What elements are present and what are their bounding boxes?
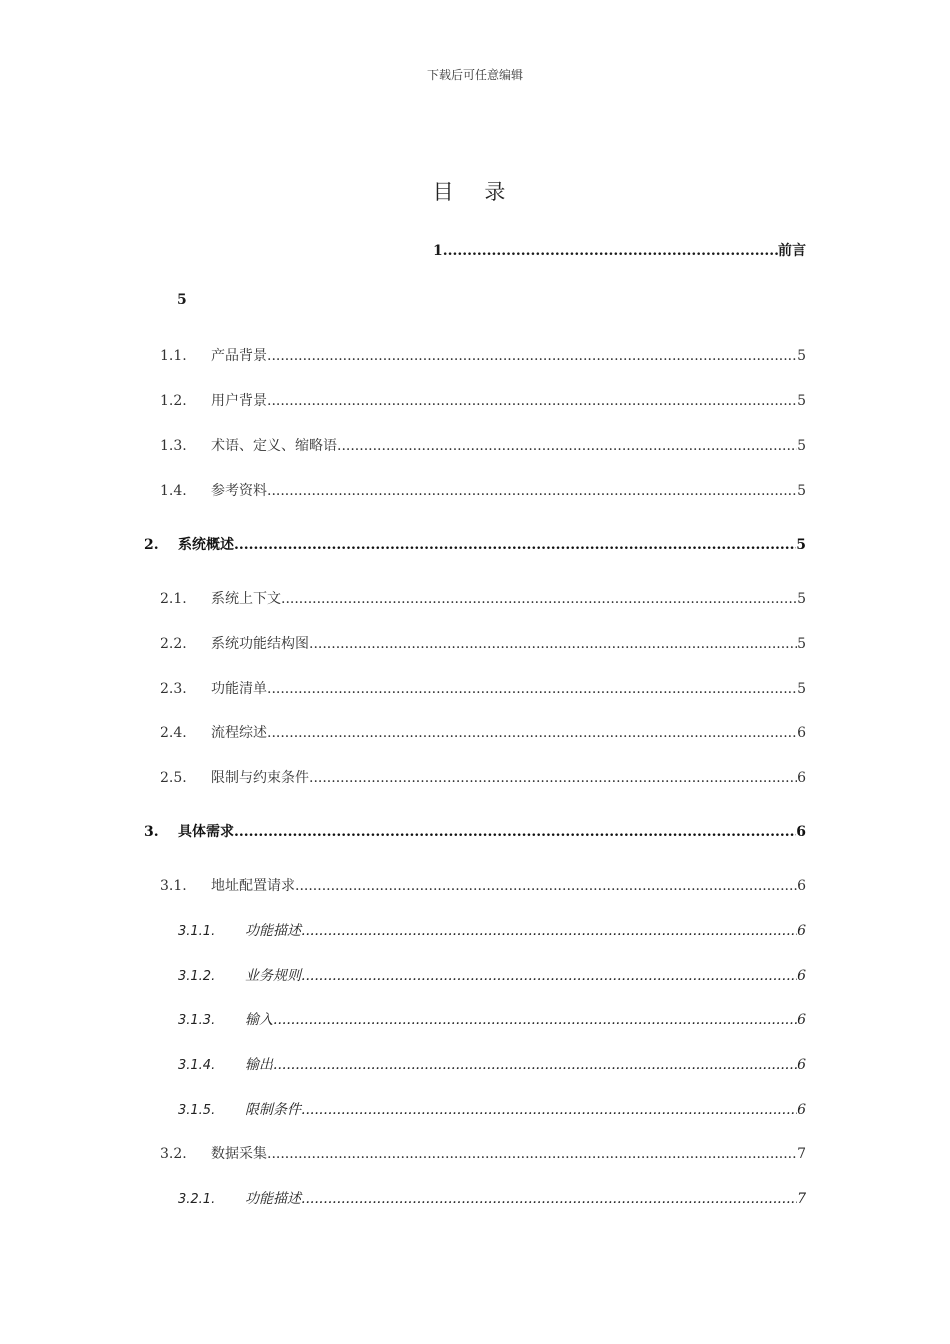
toc-entry-number: 3.2.1. bbox=[178, 1192, 216, 1207]
toc-entry[interactable] bbox=[160, 480, 806, 500]
toc-entry-title: 地址配置请求 bbox=[211, 878, 295, 894]
toc-entry-page: 6 bbox=[796, 824, 806, 840]
toc-entry-title: 限制条件 bbox=[245, 1102, 301, 1118]
toc-entry-title: 系统功能结构图 bbox=[211, 636, 309, 652]
toc-entry-page: 6 bbox=[797, 770, 806, 786]
toc-entry-number: 3.1.3. bbox=[178, 1013, 216, 1028]
toc-entry-title: 用户背景 bbox=[211, 393, 267, 409]
toc-entry-page: 5 bbox=[797, 438, 806, 454]
toc-leader-dots bbox=[301, 968, 797, 984]
toc-entry-title: 产品背景 bbox=[211, 348, 267, 364]
toc-entry-number: 3.1.1. bbox=[178, 924, 216, 939]
toc-entry[interactable] bbox=[178, 1054, 806, 1074]
toc-entry-number: 2.3. bbox=[160, 681, 187, 697]
toc-entry-number: 2.5. bbox=[160, 770, 187, 786]
toc-entry-title: 系统概述 bbox=[178, 537, 234, 553]
toc-entry-title: 前言 bbox=[778, 243, 806, 259]
toc-entry-title: 数据采集 bbox=[211, 1146, 267, 1162]
toc-entry-page: 6 bbox=[797, 1057, 806, 1073]
toc-leader-dots bbox=[234, 824, 796, 840]
toc-entry-page: 6 bbox=[797, 968, 806, 984]
toc-entry[interactable] bbox=[160, 633, 806, 653]
toc-entry-number: 3. bbox=[144, 824, 159, 840]
toc-leader-dots bbox=[273, 1012, 797, 1028]
toc-entry[interactable] bbox=[160, 875, 806, 895]
toc-entry-page: 7 bbox=[797, 1191, 806, 1207]
toc-entry[interactable] bbox=[178, 965, 806, 985]
toc-entry-page: 6 bbox=[797, 1012, 806, 1028]
toc-entry-title: 输入 bbox=[245, 1012, 273, 1028]
toc-entry-title: 业务规则 bbox=[245, 968, 301, 984]
toc-entry[interactable] bbox=[160, 1143, 806, 1163]
toc-entry[interactable] bbox=[160, 390, 806, 410]
toc-entry-number: 1.3. bbox=[160, 438, 187, 454]
toc-entry-page: 5 bbox=[797, 681, 806, 697]
toc-entry-number: 1.4. bbox=[160, 483, 187, 499]
toc-entry[interactable] bbox=[178, 1188, 806, 1208]
toc-leader-dots bbox=[273, 1057, 797, 1073]
toc-entry-title: 参考资料 bbox=[211, 483, 267, 499]
toc-entry-number: 3.2. bbox=[160, 1146, 187, 1162]
toc-leader-dots bbox=[301, 1102, 797, 1118]
toc-entry-page: 5 bbox=[797, 348, 806, 364]
toc-leader-dots bbox=[309, 770, 797, 786]
toc-entry[interactable] bbox=[160, 722, 806, 742]
toc-entry[interactable] bbox=[178, 1099, 806, 1119]
toc-entry-number: 1 bbox=[433, 243, 443, 259]
toc-entry-page: 6 bbox=[797, 878, 806, 894]
toc-leader-dots bbox=[443, 243, 778, 259]
toc-entry-number: 2.4. bbox=[160, 725, 187, 741]
toc-leader-dots bbox=[267, 393, 797, 409]
toc-entry-title: 功能描述 bbox=[245, 1191, 301, 1207]
toc-entry-title: 具体需求 bbox=[178, 824, 234, 840]
toc-entry[interactable] bbox=[144, 821, 806, 841]
toc-entry-page: 5 bbox=[797, 636, 806, 652]
toc-entry-title: 流程综述 bbox=[211, 725, 267, 741]
toc-entry-page: 5 bbox=[797, 393, 806, 409]
toc-leader-dots bbox=[301, 1191, 797, 1207]
toc-entry-title: 功能描述 bbox=[245, 923, 301, 939]
toc-entry[interactable] bbox=[160, 345, 806, 365]
toc-entry-page: 5 bbox=[796, 537, 806, 553]
toc-leader-dots bbox=[267, 483, 797, 499]
toc-entry-number: 3.1. bbox=[160, 878, 187, 894]
toc-entry-page: 5 bbox=[797, 483, 806, 499]
toc-leader-dots bbox=[267, 1146, 797, 1162]
toc-entry[interactable] bbox=[178, 920, 806, 940]
toc-entry-number: 3.1.4. bbox=[178, 1058, 216, 1073]
toc-entry-number: 3.1.2. bbox=[178, 969, 216, 984]
toc-leader-dots bbox=[301, 923, 797, 939]
toc-leader-dots bbox=[309, 636, 797, 652]
toc-title: 目 录 bbox=[432, 180, 518, 204]
page-header-note: 下载后可任意编辑 bbox=[426, 68, 523, 82]
toc-entry-number: 1.2. bbox=[160, 393, 187, 409]
toc-entry-number: 3.1.5. bbox=[178, 1103, 216, 1118]
toc-leader-dots bbox=[281, 591, 797, 607]
toc-entry[interactable] bbox=[160, 435, 806, 455]
toc-entry-page: 7 bbox=[797, 1146, 806, 1162]
toc-entry-page: 6 bbox=[797, 923, 806, 939]
toc-entry-1-page: 5 bbox=[177, 292, 187, 308]
toc-entry-number: 1.1. bbox=[160, 348, 187, 364]
toc-entry-1[interactable] bbox=[433, 240, 806, 260]
toc-entry[interactable] bbox=[160, 767, 806, 787]
toc-entry-page: 6 bbox=[797, 1102, 806, 1118]
toc-entry-title: 限制与约束条件 bbox=[211, 770, 309, 786]
toc-entry-title: 系统上下文 bbox=[211, 591, 281, 607]
toc-leader-dots bbox=[234, 537, 796, 553]
toc-entry[interactable] bbox=[160, 588, 806, 608]
toc-entry[interactable] bbox=[144, 534, 806, 554]
toc-entry-title: 输出 bbox=[245, 1057, 273, 1073]
toc-leader-dots bbox=[295, 878, 797, 894]
toc-leader-dots bbox=[267, 681, 797, 697]
toc-entry-title: 功能清单 bbox=[211, 681, 267, 697]
toc-entry-title: 术语、定义、缩略语 bbox=[211, 438, 337, 454]
toc-leader-dots bbox=[267, 725, 797, 741]
toc-entry-page: 6 bbox=[797, 725, 806, 741]
toc-entry-number: 2.1. bbox=[160, 591, 187, 607]
toc-leader-dots bbox=[337, 438, 797, 454]
toc-entry[interactable] bbox=[160, 678, 806, 698]
toc-leader-dots bbox=[267, 348, 797, 364]
toc-entry[interactable] bbox=[178, 1009, 806, 1029]
toc-entry-page: 5 bbox=[797, 591, 806, 607]
toc-entry-number: 2. bbox=[144, 537, 159, 553]
toc-entry-number: 2.2. bbox=[160, 636, 187, 652]
